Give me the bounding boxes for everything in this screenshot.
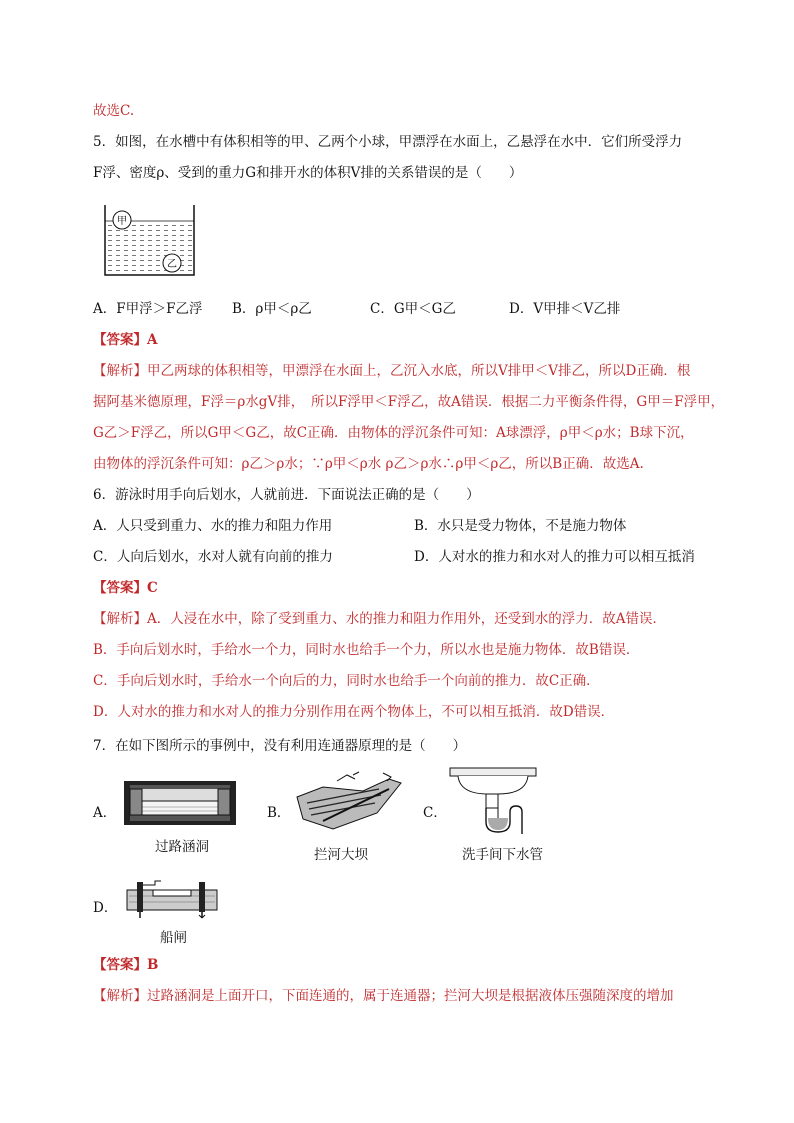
q7-label-a: A． bbox=[93, 805, 117, 821]
q6-option-c: C．人向后划水，水对人就有向前的推力 bbox=[93, 549, 333, 565]
q5-option-a: A．F甲浮＞F乙浮 bbox=[93, 301, 203, 317]
q7-label-d: D． bbox=[93, 900, 118, 916]
q6-explanation-line3: C．手向后划水时，手给水一个向后的力，同时水也给手一个向前的推力．故C正确． bbox=[93, 673, 600, 689]
q7-caption-c: 洗手间下水管 bbox=[462, 847, 543, 863]
river-dam-figure bbox=[293, 769, 405, 837]
q6-stem: 6．游泳时用手向后划水，人就前进．下面说法正确的是（ ） bbox=[93, 487, 480, 503]
q6-explanation-line1: 【解析】A．人浸在水中，除了受到重力、水的推力和阻力作用外，还受到水的浮力．故A错误． bbox=[93, 611, 666, 627]
q7-label-c: C． bbox=[423, 805, 447, 821]
q5-explanation-line4: 由物体的浮沉条件可知：ρ乙＞ρ水；∵ρ甲＜ρ水 ρ乙＞ρ水∴ρ甲＜ρ乙，所以B正确．故选A. bbox=[93, 456, 644, 472]
ship-lock-figure bbox=[123, 876, 221, 920]
q6-option-a: A．人只受到重力、水的推力和阻力作用 bbox=[93, 518, 333, 534]
q5-stem-line1: 5．如图，在水槽中有体积相等的甲、乙两个小球，甲漂浮在水面上，乙悬浮在水中．它们所受浮力 bbox=[93, 134, 683, 150]
q6-option-d: D．人对水的推力和水对人的推力可以相互抵消 bbox=[414, 549, 695, 565]
q5-ball-jia-label: 甲 bbox=[117, 216, 127, 227]
q4-conclusion: 故选C. bbox=[93, 103, 135, 119]
q5-stem-line2: F浮、密度ρ、受到的重力G和排开水的体积V排的关系错误的是（ ） bbox=[93, 165, 523, 181]
q5-explanation-line3: G乙＞F浮乙，所以G甲＜G乙，故C正确．由物体的浮沉条件可知：A球漂浮，ρ甲＜ρ水；B球下沉， bbox=[93, 425, 694, 441]
q7-label-b: B． bbox=[267, 805, 291, 821]
q7-stem: 7．在如下图所示的事例中，没有利用连通器原理的是（ ） bbox=[93, 738, 467, 754]
q5-option-b: B．ρ甲＜ρ乙 bbox=[232, 301, 312, 317]
q5-answer: 【答案】A bbox=[93, 332, 158, 348]
q7-caption-d: 船闸 bbox=[160, 930, 187, 946]
q6-explanation-line4: D．人对水的推力和水对人的推力分别作用在两个物体上，不可以相互抵消．故D错误． bbox=[93, 704, 615, 720]
q5-explanation-line1: 【解析】甲乙两球的体积相等，甲漂浮在水面上，乙沉入水底，所以V排甲＜V排乙，所以D正确．根 bbox=[93, 363, 691, 379]
q7-caption-b: 拦河大坝 bbox=[314, 847, 368, 863]
q6-answer: 【答案】C bbox=[93, 580, 158, 596]
q7-answer: 【答案】B bbox=[93, 957, 159, 973]
q6-option-b: B．水只是受力物体，不是施力物体 bbox=[414, 518, 627, 534]
q5-water-tank-figure bbox=[100, 203, 200, 277]
q7-explanation-line1: 【解析】过路涵洞是上面开口，下面连通的，属于连通器；拦河大坝是根据液体压强随深度的增加 bbox=[93, 988, 674, 1004]
q6-explanation-line2: B．手向后划水时，手给水一个力，同时水也给手一个力，所以水也是施力物体．故B错误． bbox=[93, 642, 640, 658]
sink-drain-pipe-figure bbox=[448, 766, 538, 836]
q5-option-c: C．G甲＜G乙 bbox=[370, 301, 456, 317]
q5-explanation-line2: 据阿基米德原理，F浮＝ρ水gV排， 所以F浮甲＜F浮乙，故A错误．根据二力平衡条件得，G甲＝F浮甲， bbox=[93, 394, 725, 410]
q5-ball-yi-label: 乙 bbox=[167, 259, 177, 270]
q7-caption-a: 过路涵洞 bbox=[155, 839, 209, 855]
road-culvert-figure bbox=[124, 779, 236, 827]
q5-option-d: D．V甲排＜V乙排 bbox=[509, 301, 621, 317]
